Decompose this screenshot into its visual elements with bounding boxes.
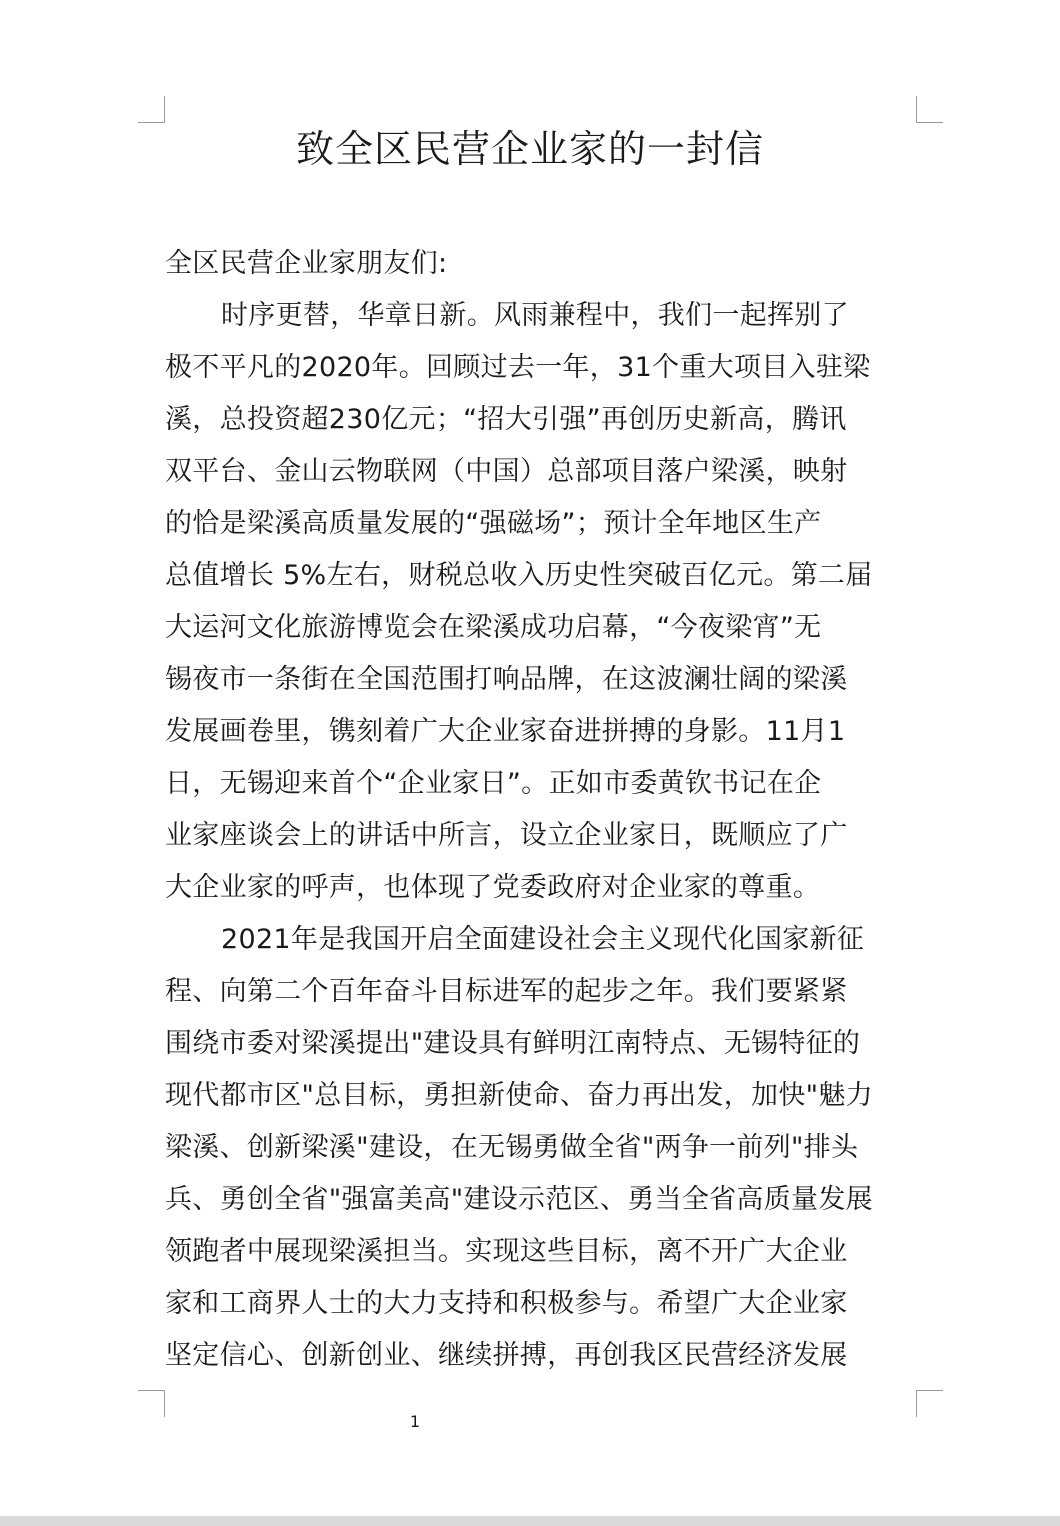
paragraph-line: 溪，总投资超230亿元；“招大引强”再创历史新高，腾讯 (165, 404, 847, 435)
document-body (165, 238, 925, 1382)
salutation: 全区民营企业家朋友们: (165, 248, 448, 279)
paragraph-line: 发展画卷里，镌刻着广大企业家奋进拼搏的身影。11月1 (165, 716, 846, 747)
margin-mark-top-left (138, 96, 165, 123)
paragraph-line: 大运河文化旅游博览会在梁溪成功启幕，“今夜梁宵”无 (165, 612, 822, 643)
paragraph-line: 2021年是我国开启全面建设社会主义现代化国家新征 (221, 924, 865, 955)
paragraph-line: 极不平凡的2020年。回顾过去一年，31个重大项目入驻梁 (165, 352, 871, 383)
paragraph-line: 双平台、金山云物联网（中国）总部项目落户梁溪，映射 (165, 456, 848, 487)
margin-mark-bottom-right (916, 1390, 943, 1417)
paragraph-line: 总值增长 5%左右，财税总收入历史性突破百亿元。第二届 (165, 560, 873, 591)
paragraph-line: 现代都市区"总目标，勇担新使命、奋力再出发，加快"魅力 (165, 1080, 873, 1111)
paragraph-line: 围绕市委对梁溪提出"建设具有鲜明江南特点、无锡特征的 (165, 1028, 861, 1059)
margin-mark-top-right (916, 96, 943, 123)
paragraph-line: 日，无锡迎来首个“企业家日”。正如市委黄钦书记在企 (165, 768, 822, 799)
paragraph-line: 业家座谈会上的讲话中所言，设立企业家日，既顺应了广 (165, 820, 848, 851)
page-bottom-edge (0, 1516, 1060, 1526)
page-number: 1 (409, 1412, 421, 1431)
paragraph-1 (165, 290, 925, 914)
paragraph-line: 的恰是梁溪高质量发展的“强磁场”；预计全年地区生产 (165, 508, 822, 539)
paragraph-line: 家和工商界人士的大力支持和积极参与。希望广大企业家 (165, 1288, 848, 1319)
paragraph-line: 时序更替，华章日新。风雨兼程中，我们一起挥别了 (221, 300, 849, 331)
paragraph-line: 坚定信心、创新创业、继续拼搏，再创我区民营经济发展 (165, 1340, 848, 1371)
document-title: 致全区民营企业家的一封信 (295, 127, 764, 171)
paragraph-2 (165, 914, 925, 1382)
paragraph-line: 锡夜市一条街在全国范围打响品牌，在这波澜壮阔的梁溪 (165, 664, 848, 695)
paragraph-line: 领跑者中展现梁溪担当。实现这些目标，离不开广大企业 (165, 1236, 848, 1267)
paragraph-line: 梁溪、创新梁溪"建设，在无锡勇做全省"两争一前列"排头 (165, 1132, 859, 1163)
margin-mark-bottom-left (138, 1390, 165, 1417)
paragraph-line: 大企业家的呼声，也体现了党委政府对企业家的尊重。 (165, 872, 821, 903)
paragraph-line: 程、向第二个百年奋斗目标进军的起步之年。我们要紧紧 (165, 976, 848, 1007)
paragraph-line: 兵、勇创全省"强富美高"建设示范区、勇当全省高质量发展 (165, 1184, 873, 1215)
